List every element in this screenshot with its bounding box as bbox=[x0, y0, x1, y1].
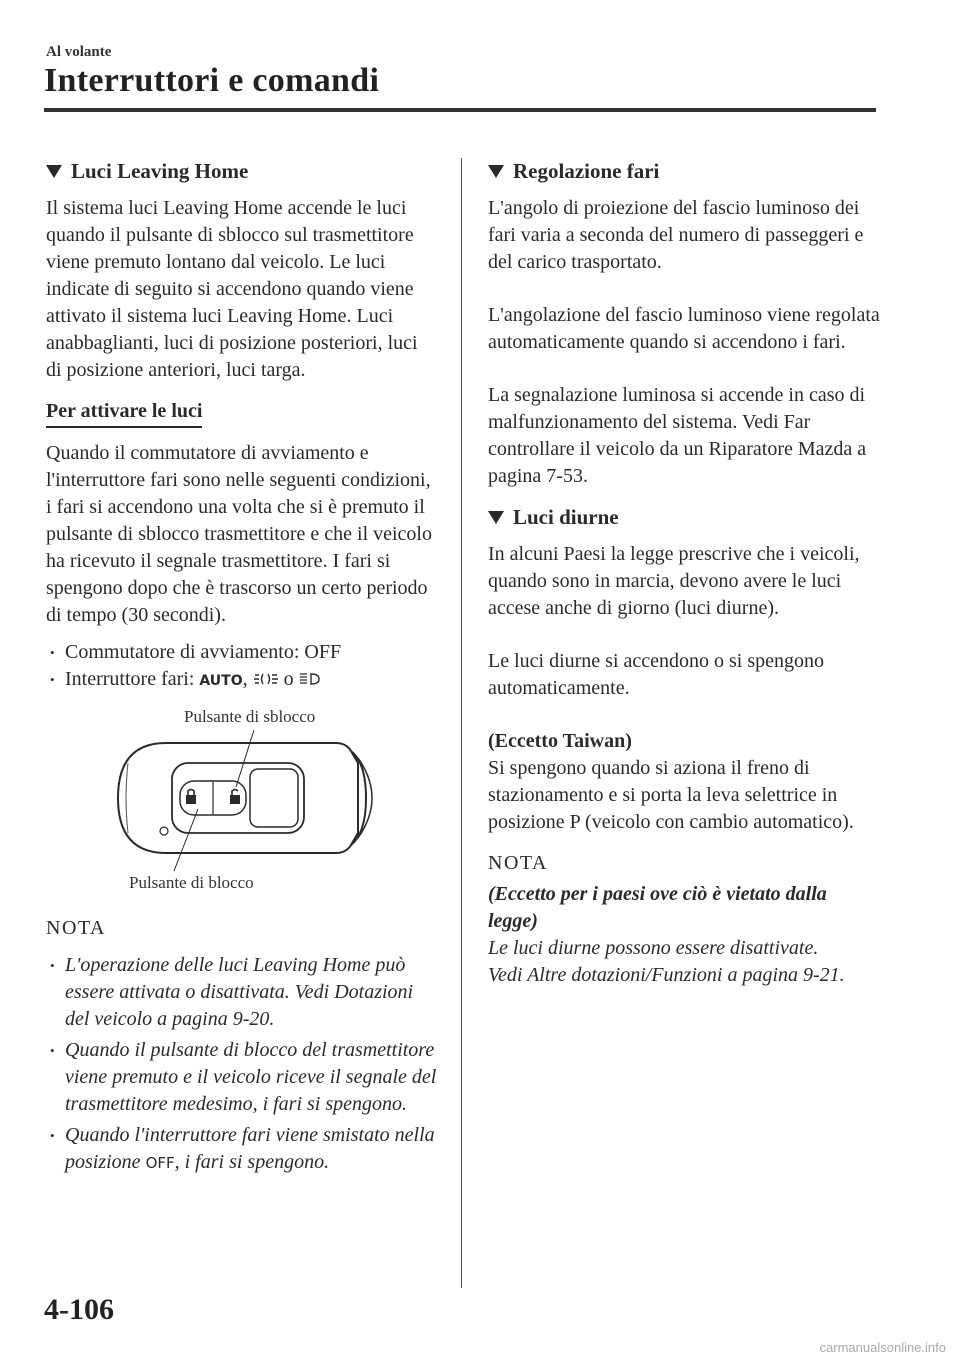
leveling-p3: La segnalazione luminosa si accende in caso di malfunzionamento del sistema. Vedi Far controllare il veicolo da un Riparatore Mazda a pagina 7-53. bbox=[488, 384, 867, 487]
daytime-p1: In alcuni Paesi la legge prescrive che i veicoli, quando sono in marcia, devono avere le luci accese anche di giorno (luci diurne). bbox=[488, 543, 860, 619]
auto-symbol: AUTO bbox=[199, 673, 243, 689]
footer-watermark: carmanualsonline.info bbox=[819, 1340, 946, 1355]
daytime-p2: Le luci diurne si accendono o si spengono automaticamente. bbox=[488, 650, 825, 699]
nota-label: NOTA bbox=[46, 917, 106, 939]
nota-list bbox=[46, 952, 438, 1177]
off-symbol: OFF bbox=[145, 1154, 175, 1172]
triangle-bullet-icon bbox=[46, 165, 62, 178]
leveling-p2: L'angolazione del fascio luminoso viene regolata automaticamente quando si accendono i fari. bbox=[488, 304, 880, 353]
parking-lights-icon bbox=[253, 672, 279, 686]
triangle-bullet-icon bbox=[488, 511, 504, 524]
headlight-icon bbox=[299, 672, 323, 686]
page-title: Interruttori e comandi bbox=[44, 62, 380, 99]
unlock-button-label: Pulsante di sblocco bbox=[184, 707, 316, 726]
leveling-p1: L'angolo di proiezione del fascio luminoso dei fari varia a seconda del numero di passeggeri e del carico trasportato. bbox=[488, 197, 864, 273]
section-heading-headlight-leveling: Regolazione fari bbox=[488, 158, 880, 185]
section-heading-daytime-lights: Luci diurne bbox=[488, 504, 880, 531]
key-fob-illustration bbox=[46, 703, 438, 893]
left-column bbox=[46, 158, 438, 1181]
nota-heading: (Eccetto per i paesi ove ciò è vietato dalla legge) bbox=[488, 883, 827, 932]
activate-description: Quando il commutatore di avviamento e l'interruttore fari sono nelle seguenti condizioni, i fari si accendono una volta che si è premuto il pulsante di sblocco trasmettitore e che il veicolo ha ricevuto il segnale trasmettitore. I fari si spengono dopo che è trascorso un certo periodo di tempo (30 secondi). bbox=[46, 442, 432, 626]
nota-body-2: Vedi Altre dotazioni/Funzioni a pagina 9-21. bbox=[488, 964, 845, 986]
list-item: • L'operazione delle luci Leaving Home può essere attivata o disattivata. Vedi Dotazioni del veicolo a pagina 9-20. bbox=[46, 952, 438, 1033]
triangle-bullet-icon bbox=[488, 165, 504, 178]
page-number: 4-106 bbox=[44, 1293, 114, 1326]
lock-button-label: Pulsante di blocco bbox=[129, 873, 254, 892]
section-heading-leaving-home: Luci Leaving Home bbox=[46, 158, 438, 185]
key-fob-figure bbox=[46, 703, 438, 893]
list-item: • Commutatore di avviamento: OFF bbox=[46, 639, 438, 666]
nota-body-1: Le luci diurne possono essere disattivate. bbox=[488, 937, 819, 959]
subheading-activate: Per attivare le luci bbox=[46, 398, 202, 428]
list-item: • Quando l'interruttore fari viene smistato nella posizione OFF, i fari si spengono. bbox=[46, 1122, 438, 1177]
header-rule bbox=[44, 108, 876, 112]
header-section: Al volante bbox=[46, 44, 112, 60]
right-column bbox=[488, 158, 880, 989]
leaving-home-intro: Il sistema luci Leaving Home accende le luci quando il pulsante di sblocco sul trasmettitore viene premuto lontano dal veicolo. Le luci indicate di seguito si accendono quando viene attivato il sistema luci Leaving Home. Luci anabbaglianti, luci di posizione posteriori, luci di posizione anteriori, luci targa. bbox=[46, 197, 418, 381]
taiwan-heading: (Eccetto Taiwan) bbox=[488, 730, 632, 752]
condition-list bbox=[46, 639, 438, 695]
list-item: • Interruttore fari: AUTO, o bbox=[46, 666, 438, 695]
daytime-p3: Si spengono quando si aziona il freno di stazionamento e si porta la leva selettrice in posizione P (veicolo con cambio automatico). bbox=[488, 757, 854, 833]
nota-label: NOTA bbox=[488, 852, 548, 874]
list-item: • Quando il pulsante di blocco del trasmettitore viene premuto e il veicolo riceve il segnale del trasmettitore medesimo, i fari si spengono. bbox=[46, 1037, 438, 1118]
column-divider bbox=[461, 158, 462, 1288]
